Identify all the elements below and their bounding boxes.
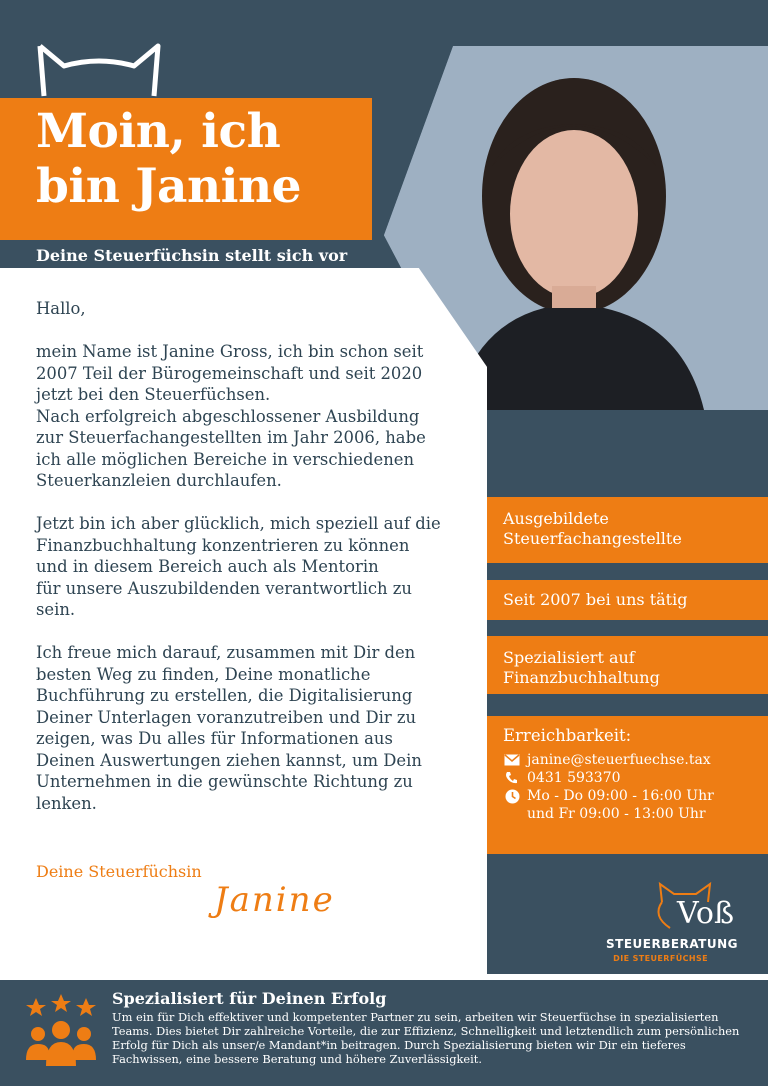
team-stars-icon [22, 990, 100, 1070]
contact-heading: Erreichbarkeit: [503, 726, 632, 745]
title-line-2: bin Janine [36, 159, 302, 214]
info-box-text: Seit 2007 bei uns tätig [503, 590, 688, 609]
contact-phone-row [503, 769, 752, 787]
letter-paragraph-1: mein Name ist Janine Gross, ich bin schon seit 2007 Teil der Bürogemeinschaft und seit 2020 jetzt bei den Steuerfüchsen. Nach erfolgreich abgeschlossener Ausbildung zur Steuerfachangestellten im Jahr 2006, habe ich alle möglichen Bereiche in verschiedenen Steuerkanzleien durchlaufen. [36, 342, 426, 490]
contact-phone[interactable]: 0431 593370 [527, 770, 621, 786]
hours-line-1: Mo - Do 09:00 - 16:00 Uhr [527, 788, 714, 804]
sign-off-label: Deine Steuerfüchsin [36, 862, 202, 881]
page-title [36, 104, 396, 214]
contact-hours-row [503, 787, 752, 823]
contact-box [487, 716, 768, 854]
hours-line-2: und Fr 09:00 - 13:00 Uhr [527, 806, 706, 822]
info-box-text: Ausgebildete Steuerfachangestellte [503, 509, 682, 548]
cat-ears-icon [34, 40, 164, 98]
page-subtitle: Deine Steuerfüchsin stellt sich vor [36, 246, 348, 265]
footer-text: Um ein für Dich effektiver und kompetenter Partner zu sein, arbeiten wir Steuerfüchse in spezialisierten Teams. Dies bietet Dir zahlreiche Vorteile, die zur Effizienz, Schnelligkeit und letztendlich zum persönlichen Erfolg für Dich als unser/e Mandant*in beitragen. Durch Spezialisierung bieten wir Dir ein tieferes Fachwissen, eine bessere Beratung und höhere Zuverlässigkeit. [112, 1010, 740, 1066]
logo-name: Voß [677, 896, 735, 931]
info-box-qualification [487, 497, 768, 563]
logo-tagline: DIE STEUERFÜCHSE [613, 954, 708, 963]
info-box-text: Spezialisiert auf Finanzbuchhaltung [503, 648, 660, 687]
logo-subtitle: STEUERBERATUNG [606, 937, 738, 951]
footer-title: Spezialisiert für Deinen Erfolg [112, 989, 387, 1008]
letter-greeting: Hallo, [36, 299, 86, 318]
letter-paragraph-2: Jetzt bin ich aber glücklich, mich speziell auf die Finanzbuchhaltung konzentrieren zu können und in diesem Bereich auch als Mentorin für unsere Auszubildenden verantwortlich zu sein. [36, 514, 441, 619]
letter-paragraph-3: Ich freue mich darauf, zusammen mit Dir den besten Weg zu finden, Deine monatliche Buchführung zu erstellen, die Digitalisierung Deiner Unterlagen voranzutreiben und Dir zu zeigen, was Du alles für Informationen aus Deinen Auswertungen ziehen kannst, um Dein Unternehmen in die gewünschte Richtung zu lenken. [36, 643, 422, 813]
clock-icon [503, 787, 521, 805]
contact-hours [527, 787, 714, 823]
contact-email-row [503, 751, 752, 769]
signature: Janine [214, 880, 335, 920]
contact-email[interactable]: janine@steuerfuechse.tax [527, 752, 711, 768]
info-box-since [487, 580, 768, 620]
envelope-icon [503, 751, 521, 769]
title-line-1: Moin, ich [36, 104, 281, 159]
phone-icon [503, 769, 521, 787]
letter-body [36, 298, 466, 836]
info-box-specialization [487, 636, 768, 694]
